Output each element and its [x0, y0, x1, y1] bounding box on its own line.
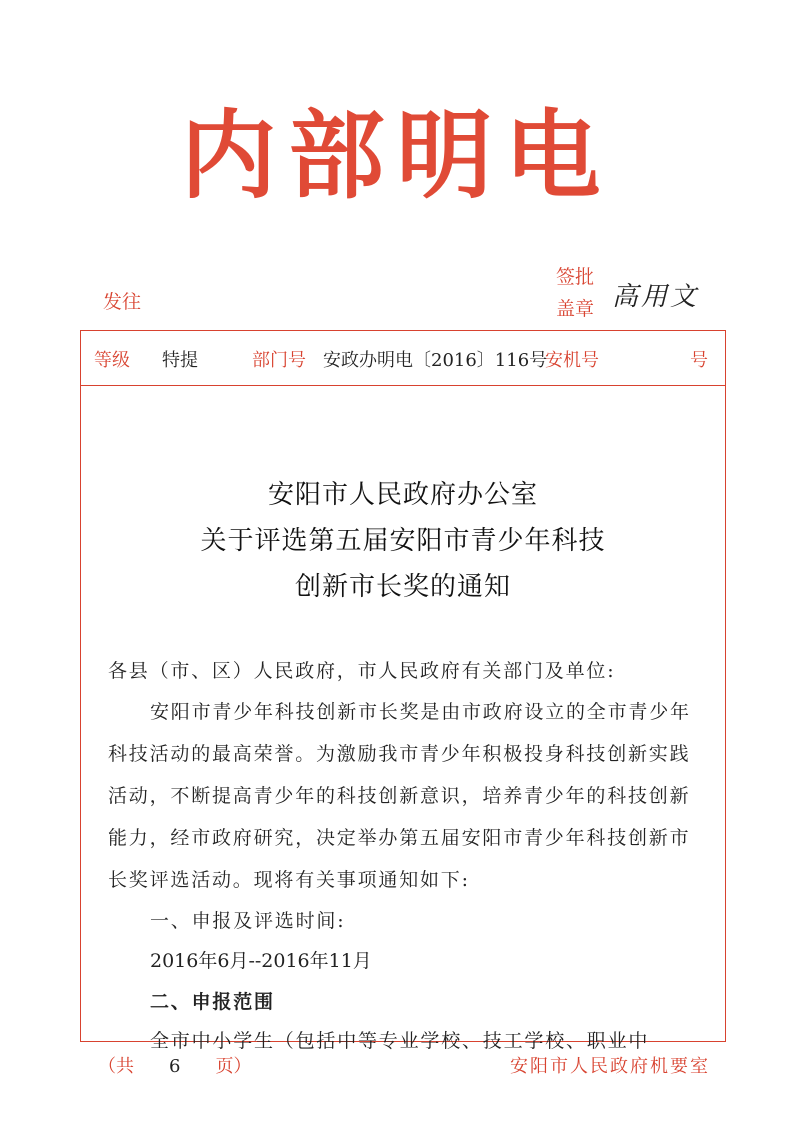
document-title: 内部明电: [180, 99, 613, 212]
page-count-number: 6: [169, 1056, 181, 1077]
page-count-open: （共: [98, 1056, 134, 1077]
page-count-close: 页）: [215, 1056, 252, 1077]
seal-label: 盖章: [556, 298, 595, 320]
paragraph-line: 长奖评选活动。现将有关事项通知如下:: [108, 869, 470, 891]
dept-value: 安政办明电〔2016〕116号: [323, 350, 548, 371]
paragraph-line: 安阳市青少年科技创新市长奖是由市政府设立的全市青少年: [150, 701, 691, 723]
meta-row: [80, 330, 726, 386]
handwritten-signature: 高用文: [612, 282, 700, 312]
notice-title-line-3: 创新市长奖的通知: [294, 572, 511, 602]
level-value: 特提: [162, 350, 198, 371]
paragraph-line: 活动，不断提高青少年的科技创新意识，培养青少年的科技创新: [108, 785, 691, 807]
level-label: 等级: [94, 350, 130, 371]
paragraph-line: 能力，经市政府研究，决定举办第五届安阳市青少年科技创新市: [108, 827, 691, 849]
paragraph-line: 全市中小学生（包括中等专业学校、技工学校、职业中: [150, 1030, 650, 1052]
addressee: 各县（市、区）人民政府，市人民政府有关部门及单位:: [108, 660, 616, 682]
notice-title-line-2: 关于评选第五届安阳市青少年科技: [200, 526, 606, 556]
send-to-label: 发往: [103, 291, 142, 313]
notice-title-line-1: 安阳市人民政府办公室: [267, 480, 538, 510]
telegram-frame: [80, 330, 726, 1042]
dept-label: 部门号: [252, 350, 306, 371]
page-count: [98, 1052, 251, 1078]
number-suffix: 号: [690, 350, 708, 371]
sign-label: 签批: [556, 266, 595, 288]
section-1-body: 2016年6月--2016年11月: [150, 950, 372, 972]
paragraph-line: 科技活动的最高荣誉。为激励我市青少年积极投身科技创新实践: [108, 743, 691, 765]
machine-number-label: 安机号: [545, 350, 599, 371]
section-2-heading: 二、申报范围: [150, 991, 275, 1013]
issuing-office: 安阳市人民政府机要室: [510, 1056, 710, 1077]
section-1-heading: 一、申报及评选时间:: [150, 910, 346, 932]
